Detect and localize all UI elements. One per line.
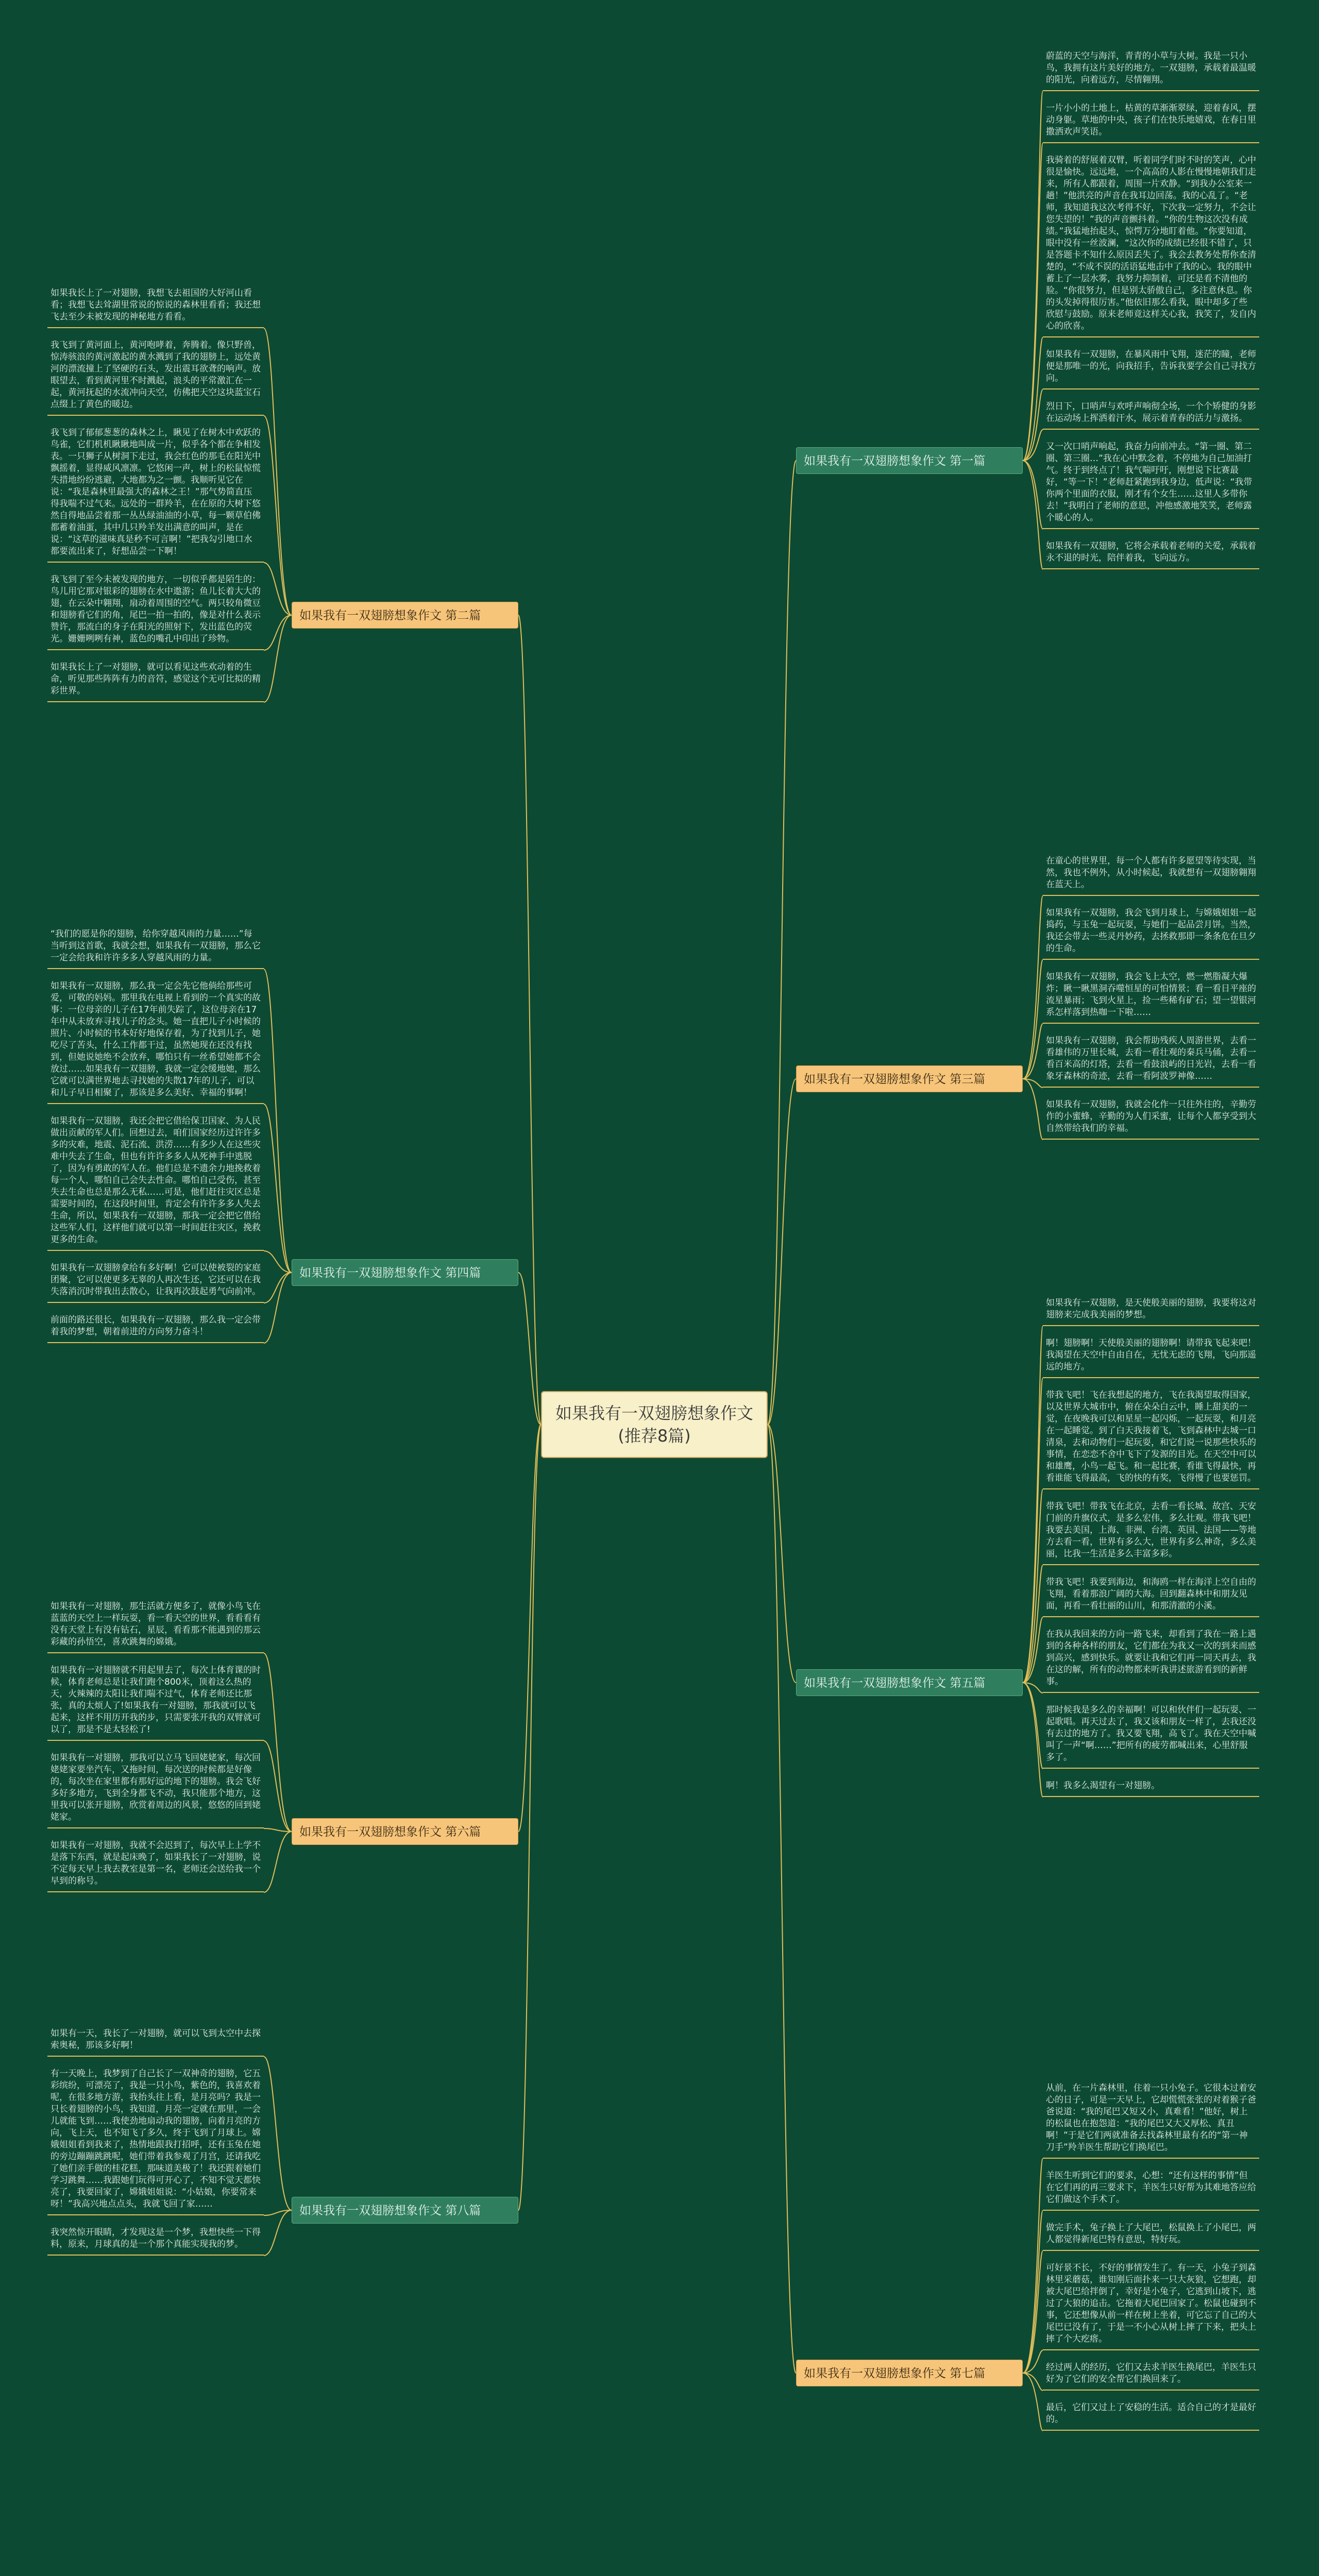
leaf-text: 可好景不长，不好的事情发生了。有一天，小兔子到森林里采蘑菇，谁知刚后面扑来一只大灰狼，它想跑，却被大尾巴给拌倒了，幸好是小兔子，它逃到山坡下，逃过了大狼的追击。它拖着大尾巴回家了。松鼠也碰到不事，它还想像从前一样在树上坐着，可它忘了自己的大尾巴已没有了，于是一不小心从树上摔了下来，把头上摔了个大疙瘩。 [1043,2261,1259,2350]
branch-leaf-link [264,1273,292,1343]
leaf-text: 前面的路还很长，如果我有一双翅膀，那么我一定会带着我的梦想，朝着前进的方向努力奋斗！ [47,1313,264,1343]
branch-leaf-link [264,969,292,1273]
branch-leaf-link [264,1273,292,1303]
leaf-text: 如果我有一双翅膀，它将会承载着老师的关爱，承载着永不退的时光，陪伴着我，飞向远方。 [1043,539,1259,569]
branch-leaf-link [264,1104,292,1273]
leaf-text: 如果我有一双翅膀，我会飞到月球上，与嫦娥姐姐一起捣药，与玉兔一起玩耍，与她们一起品尝月饼。当然，我还会带去一些灵丹妙药，去拯救那即一条条危在旦夕的生命。 [1043,906,1259,960]
branch-leaf-link [264,328,292,615]
leaf-text: 如果我有一双翅膀，那么我一定会先它他倘给那些可爱，可敬的妈妈。那里我在电视上看到的一个真实的故事：一位母亲的儿子在17年前失踪了，这位母亲在17年中从未放弃寻找儿子的念头。她一直把儿子小时候的照片、小时候的书本好好地保存着，为了找到儿子，她吃尽了苦头，什么工作都干过，虽然她现在还没有找到，但她说她绝不会放弃，哪怕只有一丝希望她都不会放过……如果我有一双翅膀，我就一定会缓地她，那么它就可以满世界地去寻找她的失散17年的儿子，可以和儿子早日相聚了，那该是多么美好、幸福的事啊！ [47,979,264,1104]
leaf-text: 如果我有一双翅膀拿给有多好啊！它可以使被裂的家庭团聚，它可以使更多无辜的人再次生还，它还可以在我失落消沉时带我出去散心，让我再次鼓起勇气向前冲。 [47,1261,264,1303]
branch-leaf-link [264,2057,292,2210]
leaf-text: 我突然惊开眼睛，才发现这是一个梦，我想快些一下得料，原来，月球真的是一个那个真能实现我的梦。 [47,2226,264,2256]
leaf-text: 带我飞吧！飞在我想起的地方，飞在我渴望取得国家，以及世界大城市中，俯在朵朵白云中，睡上甜美的一觉，在夜晚我可以和星星一起闪烁，一起玩耍，和月亮在一起睡觉。到了白天我接着飞，飞到森林中去城一口清泉，去和动物们一起玩耍，和它们说一说那些快乐的事情，在恋恋不舍中飞下了发源的目光。在天空中可以和雄鹰，小鸟一起飞。和一起比赛，看谁飞得最快，再看谁能飞得最高，飞的快的有奖，飞得慢了也要惩罚。 [1043,1388,1259,1489]
leaf-text: 在童心的世界里，每一个人都有许多愿望等待实现，当然，我也不例外，从小时候起，我就想有一双翅膀翱翔在蓝天上。 [1043,854,1259,896]
leaf-text: 我飞到了郁郁葱葱的森林之上，瞅见了在树木中欢跃的鸟雀，它们机机瞅瞅地叫成一片，似乎各个都在争相发表。一只狮子从树洞下走过，我会红色的那毛在阳光中飘摇着，显得威风凛凛。它悠闲一声，树上的松鼠惊慌失措地纷纷逃避，大地都为之一颤。我顺听见它在说：“我是森林里最强大的森林之王！”那气势简直压得我喘不过气来。远处的一群羚羊，在在原的大树下悠然自得地品尝着那一丛丛绿油油的小草，每一颗草伯佛都蓄着油蛋，其中几只羚羊发出满意的叫声，是在说：“这草的滋味真是秒不可言啊！”把我勾引地口水都要流出来了，好想品尝一下啊！ [47,426,264,563]
leaf-text: 最后，它们又过上了安稳的生活。适合自己的才是最好的。 [1043,2401,1259,2431]
leaf-text: 有一天晚上，我梦到了自己长了一双神奇的翅膀，它五彩缤纷，可漂亮了，我是一只小鸟，紫色的，我喜欢着呢，在很多地方游，我抬头往上看，是月亮吗？我是一只长着翅膀的小鸟，我知道，月亮一定就在那里，一会儿就能飞到……我使劲地扇动我的翅膀，向着月亮的方向，飞上天，也不知飞了多久，终于飞到了月球上。嫦娥姐姐看到我来了，热情地跟我打招呼，还有玉兔在她的旁边蹦蹦跳跳呢，她们带着我参观了月宫，还请我吃了她们亲手做的桂花糕，那味道美极了！我还跟着她们学习跳舞……我跟她们玩得可开心了，不知不觉天都快亮了，我要回家了，嫦娥姐姐说：“小姑娘，你要常来呀！”我高兴地点点头，我就飞回了家…… [47,2067,264,2215]
leaf-text: 如果我有一双翅膀，我会飞上太空，燃一燃脂凝大爆炸；瞅一瞅黑洞吞噬恒星的可怕情景；看一看日平座的流星暴雨；飞到火星上，捡一些稀有矿石；望一望银河系怎样落到热咖一下啦…… [1043,970,1259,1024]
leaf-text: 如果我有一双翅膀，在暴风雨中飞翔，迷茫的瞳，老师便是那唯一的光，向我招手，告诉我要学会自己寻找方向。 [1043,348,1259,389]
center-branch-link [518,1425,541,1832]
center-branch-link [768,461,796,1425]
center-branch-link [768,1079,796,1425]
branch-leaf-link [264,615,292,650]
branch-leaf-link [1023,2373,1043,2391]
leaf-text: 带我飞吧！带我飞在北京，去看一看长城、故宫、天安门前的升旗仪式，是多么宏伟，多么壮观。带我飞吧！我要去美国，上海、非洲、台湾、英国、法国——等地方去看一看，世界有多么大，世界有多么神奇，多么美丽，比我一生活是多么丰富多彩。 [1043,1500,1259,1565]
leaf-text: 带我飞吧！我要到海边，和海鸥一样在海洋上空自由的飞翔，看着那浪广阔的大海。回到翻森林中和朋友见面，再看一看壮丽的山川，和那清澈的小溪。 [1043,1575,1259,1617]
leaf-text: 经过两人的经历，它们又去求羊医生换尾巴，羊医生只好为了它们的安全帮它们换回来了。 [1043,2361,1259,2391]
branch-leaf-link [1023,1024,1043,1079]
leaf-text: 那时候我是多么的幸福啊！可以和伙伴们一起玩耍、一起歌唱。再天过去了，我又该和朋友一样了，去我还没有去过的地方了。我又要飞翔，高飞了。我在天空中喊叫了一声“啊……”把所有的疲劳都喊出来，心里舒服多了。 [1043,1703,1259,1769]
leaf-text: 如果我有一对翅膀，那生活就方便多了，就像小鸟飞在蓝蓝的天空上一样玩耍，看一看天空的世界，看看看有没有天堂上有没有钻石，星辰，看看那不能遇到的那云彩藏的孙悟空，喜欢跳舞的嫦娥。 [47,1600,264,1653]
leaf-text: 一片小小的土地上，枯黄的草渐渐翠绿，迎着春风，摆动身躯。草地的中央，孩子们在快乐地嬉戏，在春日里撒洒欢声笑语。 [1043,101,1259,143]
leaf-text: 我骑着的舒展着双臂，听着同学们时不时的笑声，心中很是愉快。远远地，一个高高的人影在慢慢地朝我们走来，所有人都跟着，周围一片欢静。“到我办公室来一趟！”他洪亮的声音在我耳边回荡。我的心乱了。“老师，我知道我这次考得不好，下次我一定努力，不会让您失望的！”我的声音颤抖着。“你的生物这次没有成绩。”我猛地抬起头，惊愕万分地盯着他。“你要知道，眼中没有一丝波澜，“这次你的成绩已经很不错了，只是答题卡不知什么原因丢失了。我会去教务处帮你查清楚的，“不成不误的活语猛地击中了我的心。我的眼中蓄上了一层水雾，我努力抑制着，可还是看不清他的脸。“你很努力，但是别太骄傲自己，多注意休息。你的头发掉得很厉害。”他依旧那么看我，眼中却多了些欣慰与鼓励。原来老师竟这样关心我，我笑了，发自内心的欣喜。 [1043,154,1259,337]
center-branch-link [518,615,541,1425]
branch-topic-1[interactable]: 如果我有一双翅膀想象作文 第一篇 [796,447,1023,474]
branch-topic-3[interactable]: 如果我有一双翅膀想象作文 第五篇 [796,1669,1023,1696]
leaf-text: 如果我有一对翅膀就不用起里去了，每次上体育课的时候，体育老师总是让我们跑个800米，顶着这么热的天，火辣辣的太阳让我们喘不过气，体育老师还比那张，真的太烦人了!如果我有一对翅膀，那我就可以飞起来，这样不用历开我的步，只需要张开我的双臂就可以了，那是不是太轻松了! [47,1664,264,1741]
branch-leaf-link [1023,1683,1043,1769]
branch-leaf-link [264,2210,292,2256]
branch-leaf-link [264,615,292,702]
leaf-text: 蔚蓝的天空与海洋，青青的小草与大树。我是一只小鸟，我拥有这片美好的地方。一双翅膀，承载着最温暖的阳光，向着远方，尽情翱翔。 [1043,49,1259,91]
branch-topic-4[interactable]: 如果我有一双翅膀想象作文 第七篇 [796,2360,1023,2386]
leaf-text: 做完手术，兔子换上了大尾巴，松鼠换上了小尾巴，两人都觉得新尾巴特有意思，特好玩。 [1043,2221,1259,2251]
branch-leaf-link [1023,2373,1043,2431]
leaf-text: 如果我有一双翅膀，我会帮助残疾人周游世界，去看一看雄伟的万里长城，去看一看壮观的秦兵马俑，去看一看百米高的灯塔，去看一看鼓浪屿的日光岩，去看一看象牙森林的奇迹，去看一看阿波罗神像…… [1043,1034,1259,1088]
branch-leaf-link [1023,461,1043,529]
leaf-text: 烈日下，口哨声与欢呼声响彻全场，一个个矫健的身影在运动场上挥洒着汗水，展示着青春的活力与激扬。 [1043,400,1259,430]
center-branch-link [768,1425,796,2373]
leaf-text: “我们的愿是你的翅膀，给你穿越风雨的力量……”每当听到这首歌，我就会想，如果我有一双翅膀，那么它一定会给我和许许多多人穿越风雨的力量。 [47,927,264,969]
leaf-text: 啊！翅膀啊！天使般美丽的翅膀啊！请带我飞起来吧！我渴望在天空中自由自在，无忧无虑的飞翔，飞向那遥远的地方。 [1043,1336,1259,1378]
branch-topic-2[interactable]: 如果我有一双翅膀想象作文 第三篇 [796,1065,1023,1092]
branch-topic-8[interactable]: 如果我有一双翅膀想象作文 第八篇 [292,2197,518,2224]
branch-leaf-link [264,1653,292,1832]
branch-leaf-link [264,1832,292,1892]
leaf-text: 羊医生听到它们的要求，心想：“还有这样的事情”但在它们再的再三要求下，羊医生只好帮为其难地答应给它们做这个手术了。 [1043,2169,1259,2211]
branch-leaf-link [1023,1079,1043,1140]
leaf-text: 如果我长上了一对翅膀，就可以看见这些欢动着的生命，听见那些阵阵有力的音符，感觉这个无可比拟的精彩世界。 [47,660,264,702]
leaf-text: 如果我有一对翅膀，那我可以立马飞回姥姥家，每次回姥姥家要坐汽车，又拖时间，每次送的时候都是好像的，每次坐在家里都有那好远的地下的翅膀。我会飞好多好多地方，飞到全身都飞不动，我只能那个地方，这里我可以张开翅膀，欣赏着周边的风景，悠悠的回到姥姥家。 [47,1751,264,1828]
branch-topic-6[interactable]: 如果我有一双翅膀想象作文 第四篇 [292,1259,518,1286]
branch-leaf-link [1023,143,1043,461]
branch-leaf-link [264,1251,292,1273]
leaf-text: 如果我有一对翅膀，我就不会迟到了，每次早上上学不是落下东西，就是起床晚了，如果我长了一对翅膀，说不定每天早上我去教室是第一名，老师还会送给我一个早到的称号。 [47,1839,264,1892]
central-topic[interactable]: 如果我有一双翅膀想象作文(推荐8篇) [541,1391,768,1458]
leaf-text: 如果有一天，我长了一对翅膀，就可以飞到太空中去探索奥秘，那该多好啊！ [47,2027,264,2057]
leaf-text: 我飞到了至今未被发现的地方，一切似乎都是陌生的：鸟儿用它那对银彩的翅膀在水中遨游；鱼儿长着大大的翅，在云朵中翱翔，扇动着周围的空气。两只较角微豆和翅膀看它们的角，尾巴一拍一拍的，像是对什么表示赞许，那流白的身子在阳光的照射下，发出蓝色的荧光。姗姗咧咧有神，蓝色的嘴孔中印出了珍物。 [47,573,264,650]
branch-leaf-link [1023,960,1043,1079]
branch-topic-5[interactable]: 如果我有一双翅膀想象作文 第二篇 [292,602,518,629]
leaf-text: 如果我长上了一对翅膀，我想飞去祖国的大好河山看看；我想飞去耸湖里常说的惊说的森林里看看；我还想飞去至少未被发现的神秘地方看看。 [47,286,264,328]
leaf-text: 啊！我多么渴望有一对翅膀。 [1043,1779,1259,1797]
branch-topic-7[interactable]: 如果我有一双翅膀想象作文 第六篇 [292,1818,518,1845]
branch-leaf-link [264,416,292,615]
leaf-text: 在我从我回来的方向一路飞来，却看到了我在一路上遇到的各种各样的朋友，它们都在为我又一次的到来而感到高兴，感到快乐。就要让我和它们再一同天再去，我在这的解，所有的动物都来听我讲述旅游看到的新鲜事。 [1043,1628,1259,1693]
leaf-text: 如果我有一双翅膀，我还会把它借给保卫国家、为人民做出贡献的军人们。回想过去，咱们国家经历过许许多多的灾难，地震、泥石流、洪涝……有多少人在这些灾难中失去了生命，但也有许许多多人从死神手中逃脱了，因为有勇敢的军人在。他们总是不遗余力地挽救着每一个人，哪怕自己会失去性命。哪怕自己受伤，甚至失去生命也总是那么无私……可是，他们赶往灾区总是需要时间的，在这段时间里，肯定会有许许多多人失去生命，所以，如果我有一双翅膀，那我一定会把它借给这些军人们，这样他们就可以第一时间赶往灾区，挽救更多的生命。 [47,1114,264,1251]
leaf-text: 如果我有一双翅膀，是天使般美丽的翅膀，我要将这对翅膀来完成我美丽的梦想。 [1043,1296,1259,1326]
leaf-text: 如果我有一双翅膀，我就会化作一只往外往的，辛勤劳作的小蜜蜂，辛勤的为人们采蜜，让每个人都享受到大自然带给我们的幸福。 [1043,1098,1259,1140]
leaf-text: 从前，在一片森林里，住着一只小兔子。它很本过着安心的日子，可是一天早上，它却慌慌张张的对着猴子爸爸说道：“我的尾巴又短又小，真难看！”他好，树上的松鼠也在抱怨道：“我的尾巴又大又厚松、真丑啊！”于是它们两就准备去找森林里最有名的“第一神刀手”羚羊医生帮助它们换尾巴。 [1043,2081,1259,2159]
leaf-text: 我飞到了黄河面上，黄河咆哮着，奔腾着。像只野兽，惊涛骇浪的黄河激起的黄水溅到了我的翅膀上，远处黄河的漂流撞上了坚硬的石头，发出震耳欲聋的响声。放眼望去，看到黄河里不时溅起，浪头的平常激汇在一起，黄河抚起的水流冲向天空，仿佛把天空这块蓝宝石点缀上了黄色的暖边。 [47,338,264,416]
leaf-text: 又一次口哨声响起，我奋力向前冲去。“第一圈、第二圈、第三圈…”我在心中默念着，不停地为自己加油打气。终于到终点了！我气喘吁吁，刚想说下比赛最好，“等一下！”老师赶紧跑到我身边，低声说：“我带你两个里面的衣服，刚才有个女生……这里人多带你去！”我明白了老师的意思，冲他感激地笑笑，老师露个暖心的人。 [1043,440,1259,529]
